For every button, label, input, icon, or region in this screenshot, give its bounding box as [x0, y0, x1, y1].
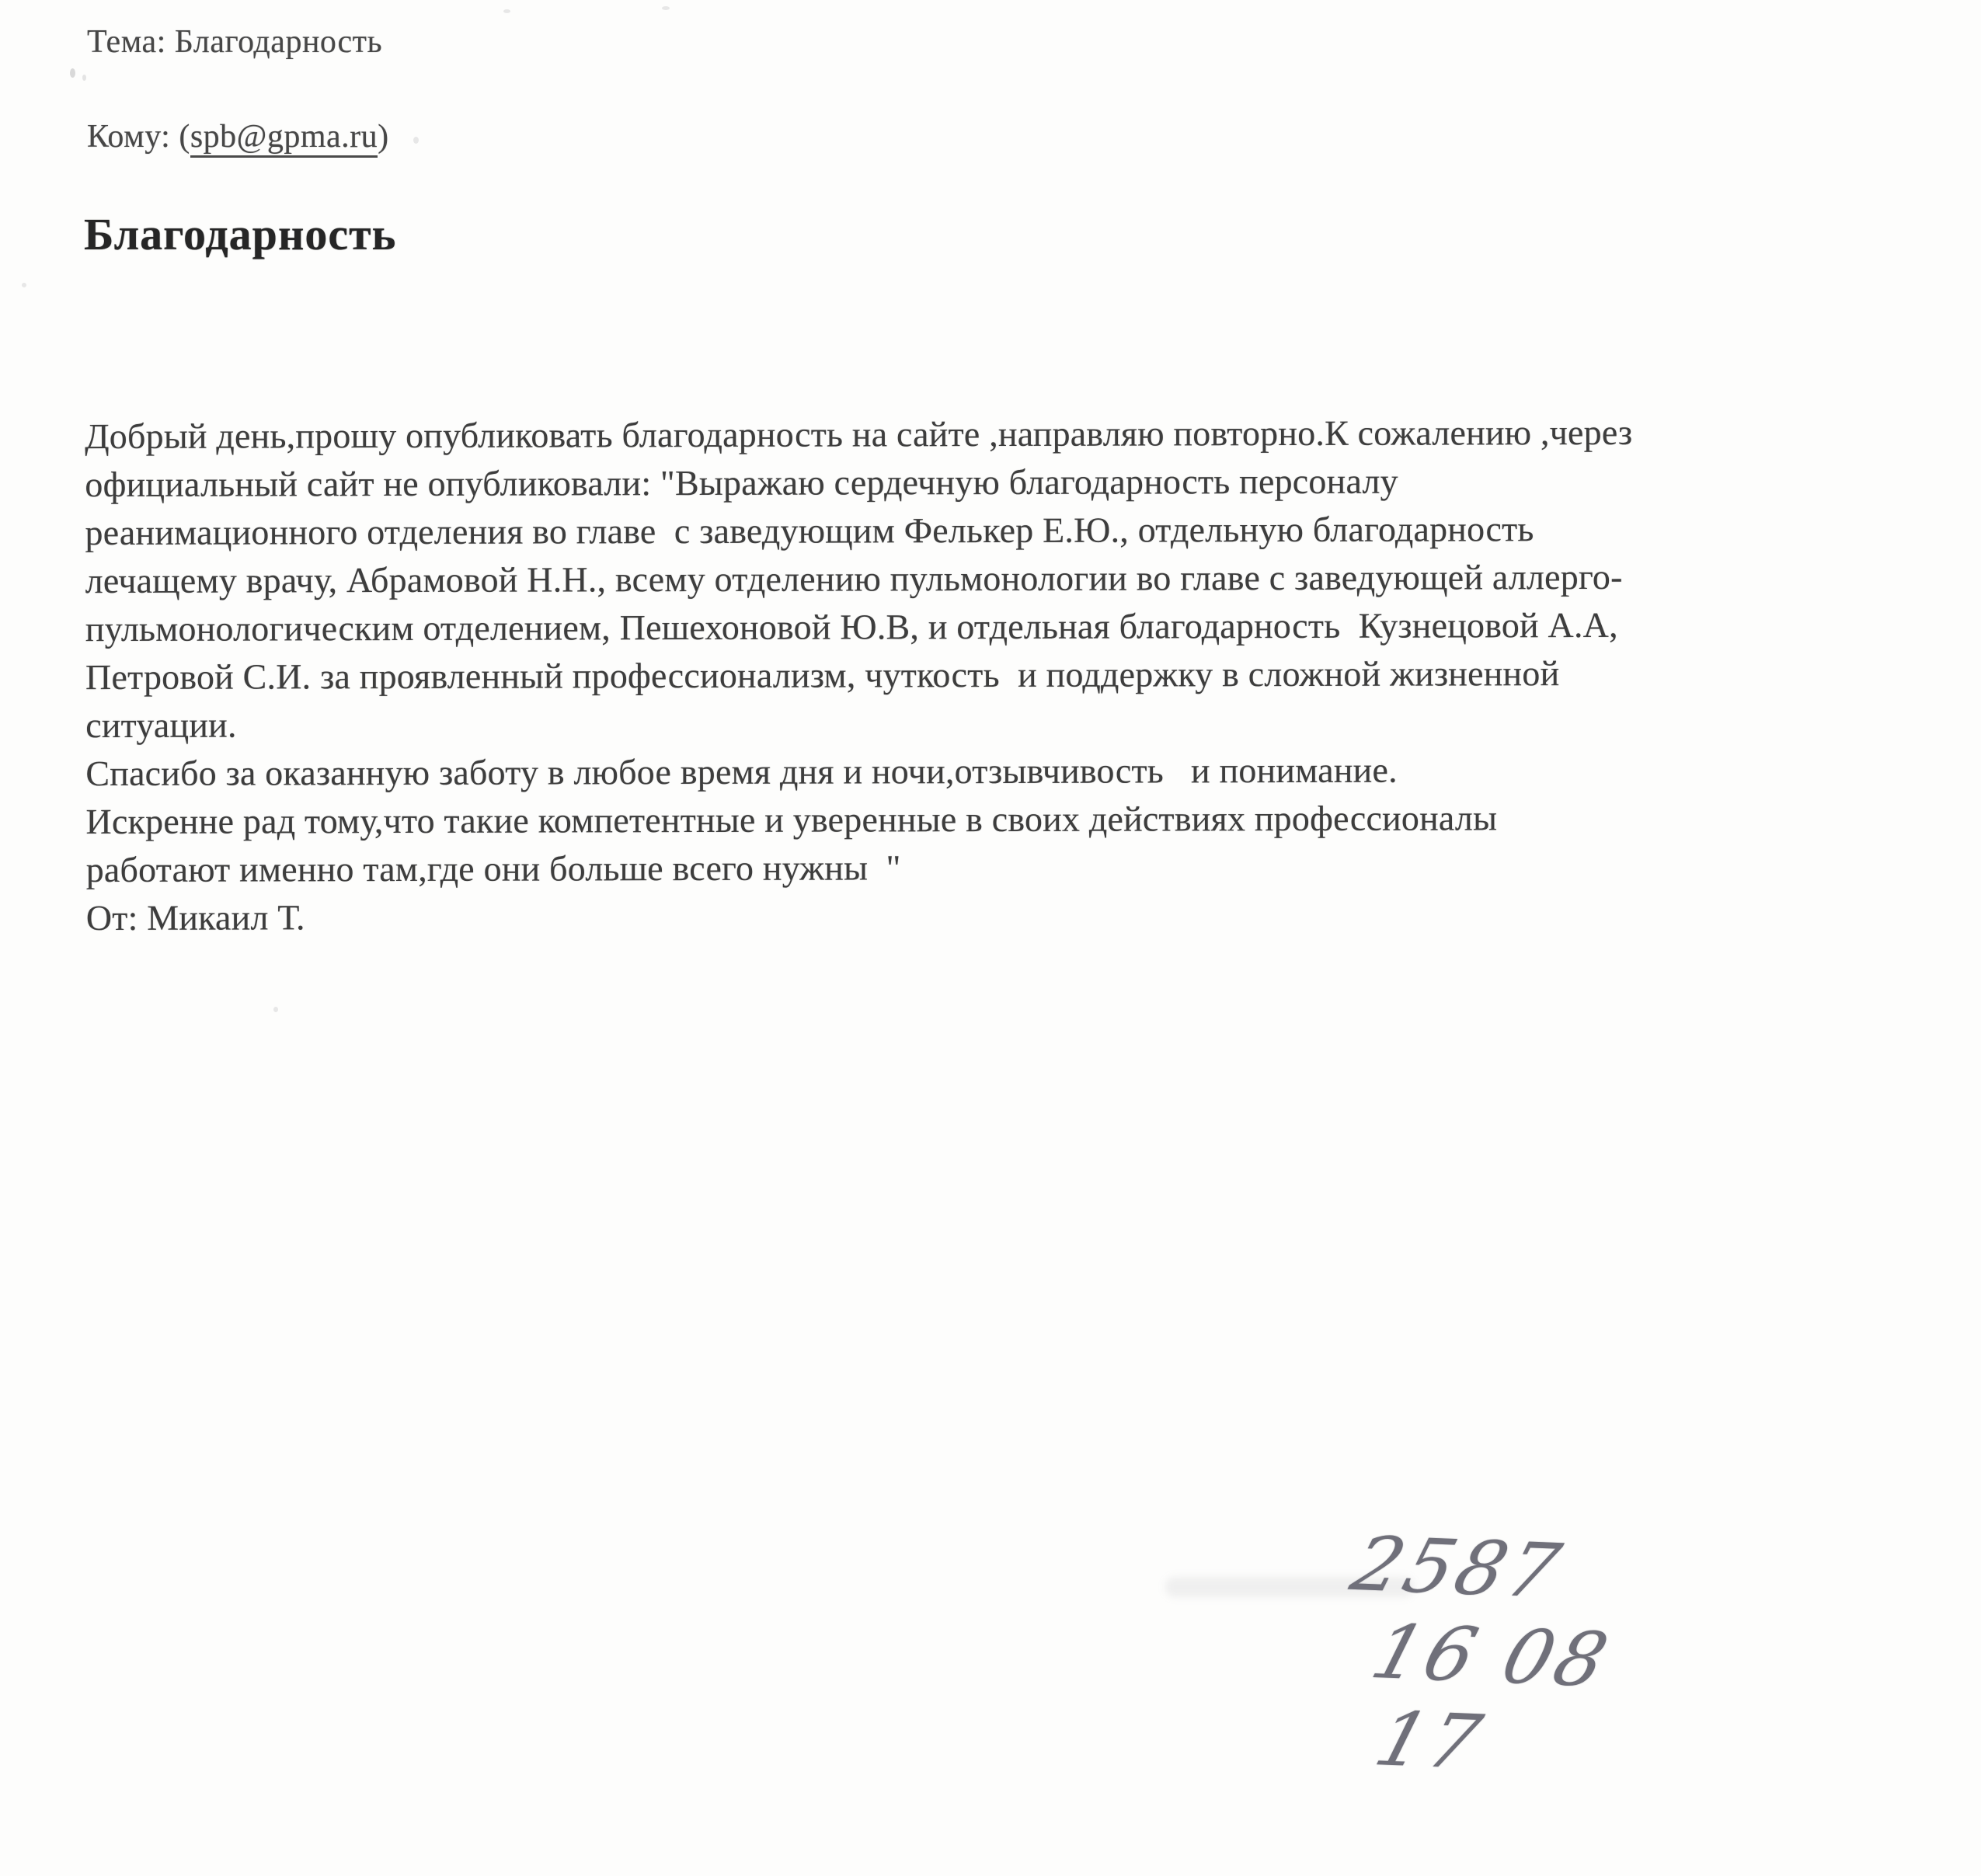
handwritten-date-part: 16 08	[1362, 1608, 1621, 1704]
body-line-2: официальный сайт не опубликовали: "Выражаю сердечную благодарность персоналу	[85, 461, 1398, 505]
handwritten-number-part: 2587	[1342, 1520, 1573, 1615]
body-line-3: реанимационного отделения во главе с заведующим Фелькер Е.Ю., отдельную благодарность	[85, 509, 1534, 553]
subject-line: Тема: Благодарность	[87, 24, 383, 60]
body-line-9: Искренне рад тому,что такие компетентные и уверенные в своих действиях профессионалы	[85, 798, 1498, 842]
body-line-1: Добрый день,прошу опубликовать благодарность на сайте ,направляю повторно.К сожалению ,через	[85, 412, 1633, 457]
body-line-7: ситуации.	[85, 705, 237, 746]
to-line	[87, 118, 389, 155]
handwritten-registration-number	[1158, 1430, 1671, 1875]
handwritten-year-part: 17	[1366, 1695, 1495, 1786]
scan-smudge	[1165, 1577, 1414, 1597]
body-line-11: От: Микаил Т.	[85, 897, 305, 938]
body-line-8: Спасибо за оказанную заботу в любое время дня и ночи,отзывчивость и понимание.	[85, 750, 1398, 794]
body-line-4: лечащему врачу, Абрамовой Н.Н., всему отделению пульмонологии во главе с заведующей аллерго-	[85, 556, 1623, 601]
body-line-5: пульмонологическим отделением, Пешехоновой Ю.В, и отдельная благодарность Кузнецовой А.А,	[85, 604, 1618, 649]
page-title: Благодарность	[84, 209, 397, 259]
letter-body	[85, 408, 1904, 942]
to-open-paren: (	[179, 119, 190, 155]
to-label: Кому:	[87, 119, 179, 155]
scan-speck	[22, 283, 26, 287]
to-close-paren: )	[378, 119, 389, 155]
scan-speck	[413, 137, 419, 144]
scan-speck	[503, 9, 510, 13]
recipient-email: spb@gpma.ru	[190, 119, 378, 158]
scan-speck	[82, 75, 86, 81]
body-line-6: Петровой С.И. за проявленный профессионализм, чуткость и поддержку в сложной жизненной	[85, 653, 1560, 698]
scan-speck	[70, 68, 75, 78]
scan-speck	[662, 6, 670, 10]
scan-speck	[273, 1007, 278, 1012]
body-line-10: работают именно там,где они больше всего нужны "	[85, 848, 901, 890]
